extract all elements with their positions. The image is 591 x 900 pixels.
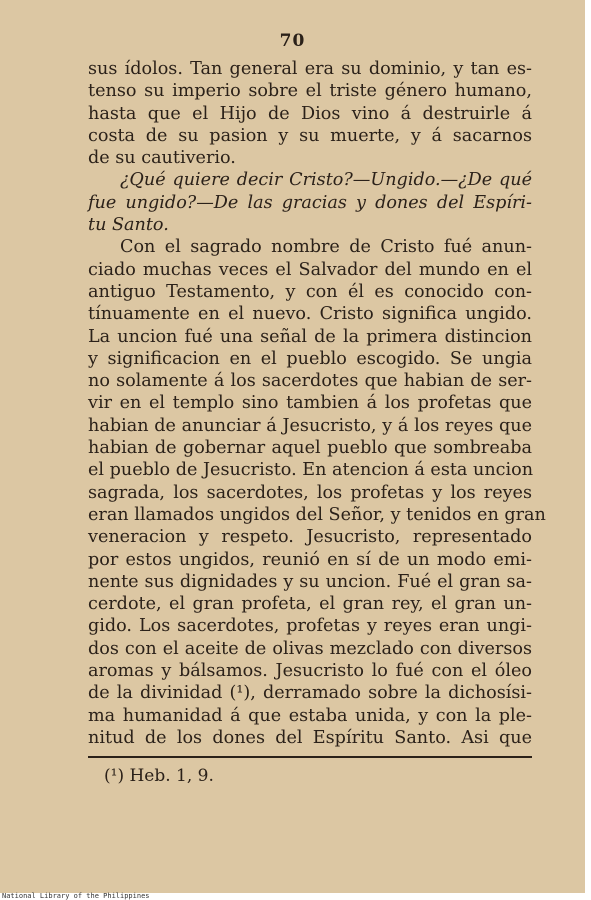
- text-line: tenso su imperio sobre el triste género humano,: [88, 81, 532, 102]
- text-line: Con el sagrado nombre de Cristo fué anun-: [120, 237, 532, 258]
- text-line: dos con el aceite de olivas mezclado con diversos: [88, 638, 532, 659]
- text-line: y significacion en el pueblo escogido. Se ungia: [88, 348, 532, 369]
- text-line: el pueblo de Jesucristo. En atencion á esta uncion: [88, 460, 534, 481]
- text-line: La uncion fué una señal de la primera distincion: [88, 326, 532, 347]
- library-credit: National Library of the Philippines: [2, 892, 150, 900]
- page-number: 70: [279, 31, 306, 51]
- text-line: sagrada, los sacerdotes, los profetas y los reyes: [88, 482, 532, 503]
- text-line: ma humanidad á que estaba unida, y con la ple-: [88, 705, 532, 726]
- text-line: ¿Qué quiere decir Cristo?—Ungido.—¿De qué: [120, 170, 532, 191]
- text-line: sus ídolos. Tan general era su dominio, y tan es-: [88, 59, 532, 79]
- footnote-divider: [88, 756, 532, 758]
- text-line: aromas y bálsamos. Jesucristo lo fué con el óleo: [88, 661, 532, 682]
- text-line: ciado muchas veces el Salvador del mundo en el: [88, 259, 532, 280]
- text-line: gido. Los sacerdotes, profetas y reyes eran ungi-: [88, 616, 532, 637]
- text-line: eran llamados ungidos del Señor, y tenidos en gran: [88, 504, 546, 525]
- footnote: (¹) Heb. 1, 9.: [104, 766, 214, 786]
- text-line: cerdote, el gran profeta, el gran rey, el gran un-: [88, 594, 532, 615]
- text-line: habian de anunciar á Jesucristo, y á los reyes que: [88, 415, 532, 436]
- text-line: nente sus dignidades y su uncion. Fué el gran sa-: [88, 571, 532, 592]
- text-line: tu Santo.: [88, 215, 169, 236]
- text-line: habian de gobernar aquel pueblo que sombreaba: [88, 438, 532, 459]
- text-line: antiguo Testamento, y con él es conocido con-: [88, 281, 532, 302]
- text-line: fue ungido?—De las gracias y dones del Espíri-: [88, 192, 532, 213]
- text-line: veneracion y respeto. Jesucristo, representado: [88, 527, 532, 548]
- text-line: por estos ungidos, reunió en sí de un modo emi-: [88, 549, 532, 570]
- text-line: no solamente á los sacerdotes que habian de ser-: [88, 371, 532, 392]
- text-line: de su cautiverio.: [88, 148, 236, 169]
- body-text: [88, 58, 546, 749]
- text-line: nitud de los dones del Espíritu Santo. Asi que: [88, 727, 532, 748]
- text-line: de la divinidad (¹), derramado sobre la dichosísi-: [88, 683, 532, 704]
- text-line: vir en el templo sino tambien á los profetas que: [88, 393, 532, 414]
- text-line: costa de su pasion y su muerte, y á sacarnos: [88, 125, 532, 146]
- text-line: tínuamente en el nuevo. Cristo significa ungido.: [88, 304, 532, 325]
- text-line: hasta que el Hijo de Dios vino á destruirle á: [88, 103, 532, 124]
